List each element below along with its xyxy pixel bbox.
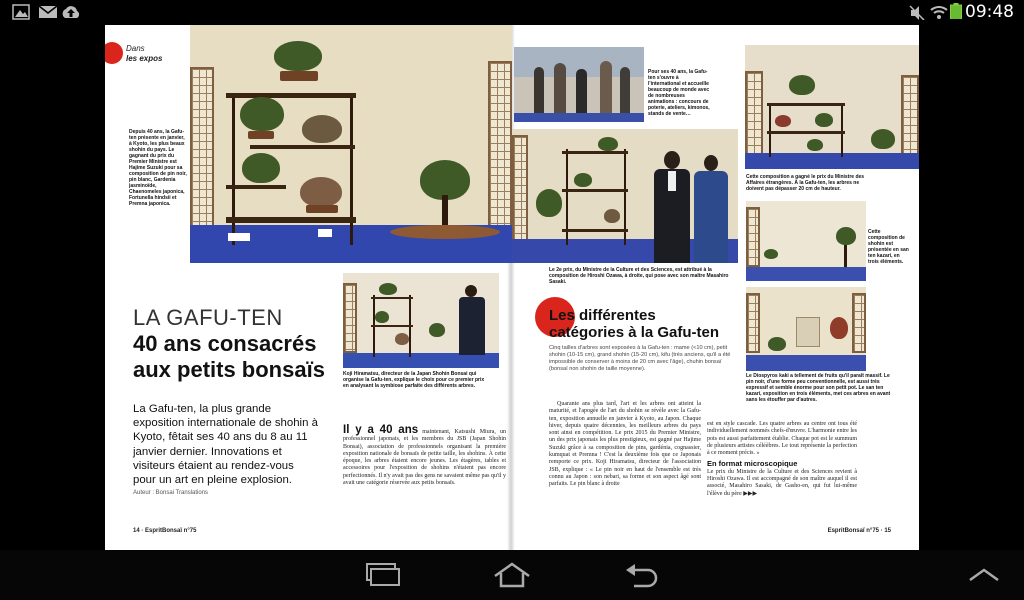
headline-line-1: 40 ans consacrés: [133, 331, 317, 356]
lead-paragraph: La Gafu-ten, la plus grande exposition internationale de shohin à Kyoto, fêtait ses 40 ans du 8 au 11 janvier dernier. Innovations et visiteurs étaient au rendez-vous pour un art en pleine explosion.: [133, 403, 318, 487]
gallery-icon: [12, 4, 30, 20]
back-icon[interactable]: [624, 562, 660, 588]
section-tag-label-2: les expos: [126, 54, 163, 63]
chevron-up-icon[interactable]: [968, 568, 1000, 582]
footer-right: EspritBonsaï n°75 · 15: [827, 528, 891, 534]
caption-hiramatsu: Koji Hiramatsu, directeur de la Japan Shohin Bonsai qui organise la Gafu-ten, explique le choix pour ce premier prix en analysant la symbiose parfaite des différents arbres.: [343, 371, 485, 389]
kicker: LA GAFU-TEN: [133, 305, 283, 330]
battery-icon: [950, 3, 962, 19]
home-icon[interactable]: [493, 562, 531, 588]
wifi-icon: [930, 4, 948, 20]
body-column-3: [707, 421, 857, 498]
gmail-icon: [38, 4, 58, 20]
drop-lead: Il y a 40 ans: [343, 424, 419, 436]
ministry-prize-photo: [745, 45, 919, 169]
diospyros-photo: [746, 287, 866, 371]
body-column-1-text: maintenant, Katsushi Miura, un professionnel japonais, et les membres du JSB (Japan Shohin Bonsai), association de professionnels organisant la première exposition nationale de bonsaïs de petite taille, les shohins. À cette époque, les arbres étaient encore jeunes. Les étagères, tables et accessoires pour l'exposition de shohins n'étaient pas encore perfectionnés. Il n'y avait pas des gens ne savaient même pas qu'il y avait une catégorie réservée aux petits bonsaïs.: [343, 429, 506, 487]
clock: 09:48: [965, 2, 1014, 22]
body-column-2: Quarante ans plus tard, l'art et les arbres ont atteint la maturité, et l'apogée de l'art du shohin se révèle avec la Gafu-ten, exposition annuelle en janvier à Kyoto, au Japon. Chaque hiver, depuis quatre décennies, les meilleurs arbres du pays sont ainsi en compétition. Le prix 2015 du Premier Ministre, un des prix japonais les plus prestigieux, est gagné par Hajime Suzuki grâce à sa composition de pins, gardénia, cognassier, kumquat et Premna ! C'est la deuxième fois que ce Japonais remporte ce prix. Koji Hiramatsu, directeur de l'association JSB, explique : « Le pin noir en haut de l'ensemble est très connu au Japon : son nebari, sa forme et son aspect âgé sont parfaits. Le pin blanc à droite: [549, 401, 701, 488]
body-column-1: [343, 424, 506, 487]
san-ten-kazari-photo: [746, 201, 866, 281]
caption-main-photo: Depuis 40 ans, la Gafu-ten présente en janvier, à Kyoto, les plus beaux shohin du pays. Le gagnant du prix du Premier Ministre est Hajime Suzuki pour sa composition de pin noir, pin blanc, Gardenia jasminoïde, Chaenomeles japonica, Fortunella hindsii et Premna japonica.: [129, 129, 187, 207]
section-tag-dot: [105, 42, 123, 64]
body-column-3-heading: En format microscopique: [707, 459, 798, 469]
author-credit: Auteur : Bonsai Translations: [133, 490, 209, 496]
cloud-upload-icon: [60, 4, 82, 20]
award-winners-photo: [512, 129, 738, 263]
headline-line-2: aux petits bonsaïs: [133, 357, 325, 382]
sub-heading-line-1: Les différentes: [549, 307, 656, 324]
status-bar: [0, 0, 1024, 25]
body-column-3-text: est en style cascade. Les quatre arbres au centre ont tous été individuellement nommés chefs-d'œuvre. L'harmonie entre les pots est aussi parfaitement établie. Chaque pot est le summum de plusieurs artistes céléèbres. Le tout représente la perfection à ce moment précis. »: [707, 421, 857, 457]
caption-ministry-prize: Cette composition a gagné le prix du Ministre des Affaires étrangères. À la Gafu-ten, les arbres ne doivent pas dépasser 20 cm de hauteur.: [746, 174, 865, 192]
caption-diospyros: Le Diospyros kaki a tellement de fruits qu'il paraît massif. Le pin noir, d'une forme peu conventionnelle, est aussi très expressif et semble énorme pour son petit pot. Le san ten kazari, exposition en trois éléments, met ces arbres en avant sans les étouffer par d'autres.: [746, 373, 891, 403]
section-tag-label-1: Dans: [126, 44, 145, 53]
navigation-bar: [0, 550, 1024, 600]
body-column-3-after: Le prix du Ministre de la Culture et des Sciences revient à Hiroshi Ozawa. Il est accompagné de son maître auquel il est associé, Masahiro Sasaki, de Gasho-en, qui fut lui-même l'élève du père ▶▶▶: [707, 468, 857, 497]
main-exhibit-photo: [190, 25, 512, 263]
caption-san-ten-kazari: Cette composition de shohin est présentée en san ten kazari, en trois éléments.: [868, 229, 909, 265]
visitors-photo: [514, 47, 644, 122]
mute-icon: [908, 4, 926, 20]
sub-heading-intro: Cinq tailles d'arbres sont exposées à la Gafu-ten : mame (<10 cm), petit shohin (10-15 cm), grand shohin (15-20 cm), kifu (très anciens, qu'il a été impossible de conserver à moins de 20 cm avec l'âge), chuhin bonsaï (bonsaï non shohin de taille moyenne).: [549, 345, 731, 372]
sub-heading-line-2: catégories à la Gafu-ten: [549, 324, 720, 341]
caption-award-winners: Le 2e prix, du Ministre de la Culture et des Sciences, est attribué à la composition de Hiroshi Ozawa, à droite, qui pose avec son maître Masahiro Sasaki.: [549, 267, 729, 285]
hiramatsu-photo: [343, 273, 499, 368]
recent-apps-icon[interactable]: [365, 562, 401, 588]
magazine-spread[interactable]: [105, 25, 919, 550]
footer-left: 14 · EspritBonsaï n°75: [133, 528, 197, 534]
caption-visitors: Pour ses 40 ans, la Gafu-ten s'ouvre à l'international et accueille beaucoup de monde avec de nombreuses animations : concours de poterie, ateliers, kimonos, stands de vente…: [648, 69, 710, 117]
